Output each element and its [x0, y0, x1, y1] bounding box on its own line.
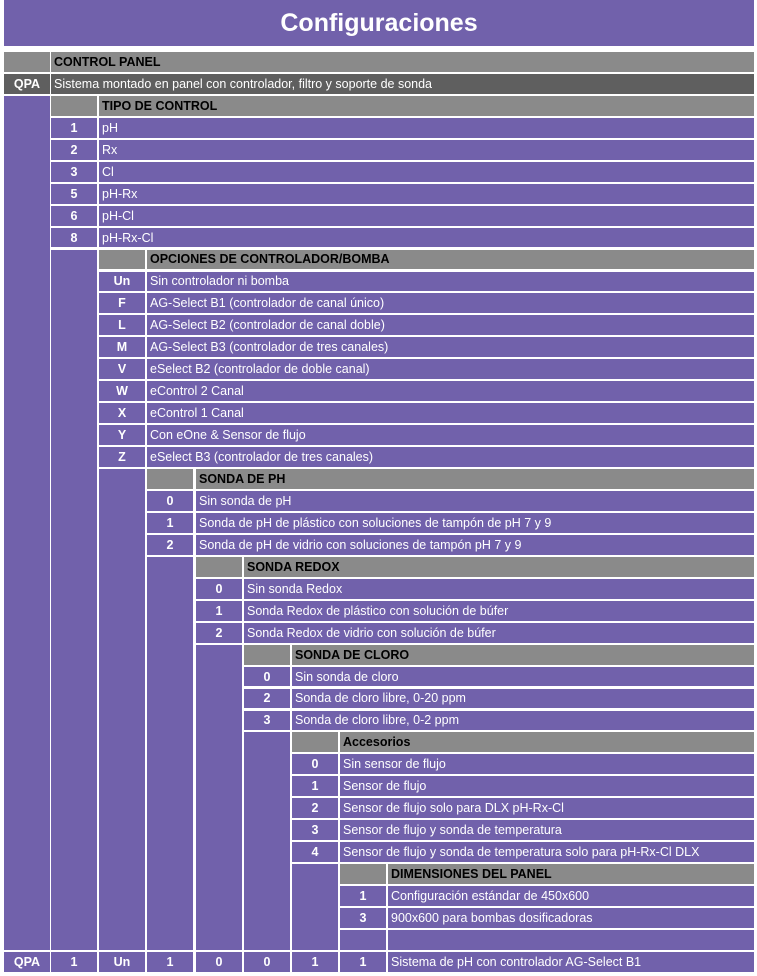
connector-bar — [99, 469, 145, 950]
connector-bar — [244, 732, 290, 950]
option-code: 6 — [51, 206, 97, 226]
header-spacer — [51, 96, 97, 116]
option-code: 1 — [51, 118, 97, 138]
section-header: Accesorios — [340, 732, 754, 752]
option-code: 2 — [147, 535, 193, 555]
option-code: 1 — [292, 776, 338, 796]
option-text: Sonda Redox de plástico con solución de búfer — [244, 601, 754, 621]
header-spacer — [292, 732, 338, 752]
option-code: 4 — [292, 842, 338, 862]
example-description: Sistema de pH con controlador AG-Select B1 — [388, 952, 754, 972]
option-code — [340, 930, 386, 950]
option-text: Sonda Redox de vidrio con solución de búfer — [244, 623, 754, 643]
connector-bar — [51, 250, 97, 950]
option-text: AG-Select B3 (controlador de tres canales) — [147, 337, 754, 357]
option-code: 2 — [51, 140, 97, 160]
option-text: Cl — [99, 162, 754, 182]
header-spacer — [147, 469, 193, 489]
option-code: 3 — [292, 820, 338, 840]
option-text: eControl 1 Canal — [147, 403, 754, 423]
header-spacer — [340, 864, 386, 884]
option-code: 5 — [51, 184, 97, 204]
header-spacer — [244, 645, 290, 665]
option-text: Sin sensor de flujo — [340, 754, 754, 774]
section-header: SONDA REDOX — [244, 557, 754, 577]
option-code: 1 — [147, 513, 193, 533]
option-code: X — [99, 403, 145, 423]
option-code: 3 — [340, 908, 386, 928]
option-text: Con eOne & Sensor de flujo — [147, 425, 754, 445]
option-code: Un — [99, 272, 145, 292]
option-code: 0 — [196, 579, 242, 599]
option-text — [388, 930, 754, 950]
option-code: 1 — [196, 601, 242, 621]
option-text: Sin sonda de cloro — [292, 667, 754, 687]
section-header: DIMENSIONES DEL PANEL — [388, 864, 754, 884]
option-text: Sonda de cloro libre, 0-2 ppm — [292, 711, 754, 731]
option-text: Sonda de pH de vidrio con soluciones de tampón pH 7 y 9 — [196, 535, 754, 555]
section-header: SONDA DE PH — [196, 469, 754, 489]
option-text: Sensor de flujo solo para DLX pH-Rx-Cl — [340, 798, 754, 818]
connector-bar — [4, 96, 50, 950]
option-code: 8 — [51, 228, 97, 248]
option-text: pH-Rx — [99, 184, 754, 204]
option-text: Sin sonda de pH — [196, 491, 754, 511]
section-header: SONDA DE CLORO — [292, 645, 754, 665]
connector-bar — [147, 557, 193, 950]
option-text: Sensor de flujo y sonda de temperatura — [340, 820, 754, 840]
option-code: 3 — [51, 162, 97, 182]
header-spacer — [4, 52, 50, 72]
option-text: Rx — [99, 140, 754, 160]
option-text: pH — [99, 118, 754, 138]
section-header: TIPO DE CONTROL — [99, 96, 754, 116]
option-code: 0 — [147, 491, 193, 511]
option-text: pH-Cl — [99, 206, 754, 226]
example-code: QPA — [4, 952, 50, 972]
option-code: 0 — [292, 754, 338, 774]
option-text: AG-Select B1 (controlador de canal único) — [147, 293, 754, 313]
option-code: 1 — [340, 886, 386, 906]
option-text: Sistema montado en panel con controlador, filtro y soporte de sonda — [51, 74, 754, 94]
section-header: CONTROL PANEL — [51, 52, 754, 72]
option-text: Sin sonda Redox — [244, 579, 754, 599]
option-code: F — [99, 293, 145, 313]
option-code: L — [99, 315, 145, 335]
example-code: 1 — [147, 952, 193, 972]
option-text: AG-Select B2 (controlador de canal doble) — [147, 315, 754, 335]
option-code: 2 — [244, 689, 290, 709]
example-code: 1 — [51, 952, 97, 972]
option-text: Sensor de flujo y sonda de temperatura solo para pH-Rx-Cl DLX — [340, 842, 754, 862]
option-text: Sonda de pH de plástico con soluciones de tampón de pH 7 y 9 — [196, 513, 754, 533]
example-code: 1 — [292, 952, 338, 972]
example-code: Un — [99, 952, 145, 972]
option-text: Configuración estándar de 450x600 — [388, 886, 754, 906]
option-text: eControl 2 Canal — [147, 381, 754, 401]
connector-bar — [196, 645, 242, 950]
option-code: QPA — [4, 74, 50, 94]
header-spacer — [196, 557, 242, 577]
example-code: 0 — [244, 952, 290, 972]
option-code: M — [99, 337, 145, 357]
option-code: 0 — [244, 667, 290, 687]
option-code: V — [99, 359, 145, 379]
example-code: 1 — [340, 952, 386, 972]
section-header: OPCIONES DE CONTROLADOR/BOMBA — [147, 250, 754, 270]
header-spacer — [99, 250, 145, 270]
option-text: Sonda de cloro libre, 0-20 ppm — [292, 689, 754, 709]
option-code: 3 — [244, 711, 290, 731]
connector-bar — [292, 864, 338, 950]
option-code: 2 — [292, 798, 338, 818]
option-code: Z — [99, 447, 145, 467]
option-text: 900x600 para bombas dosificadoras — [388, 908, 754, 928]
option-text: eSelect B3 (controlador de tres canales) — [147, 447, 754, 467]
option-text: pH-Rx-Cl — [99, 228, 754, 248]
example-code: 0 — [196, 952, 242, 972]
option-code: 2 — [196, 623, 242, 643]
option-text: eSelect B2 (controlador de doble canal) — [147, 359, 754, 379]
option-text: Sensor de flujo — [340, 776, 754, 796]
option-text: Sin controlador ni bomba — [147, 272, 754, 292]
page-title: Configuraciones — [4, 0, 754, 46]
option-code: W — [99, 381, 145, 401]
option-code: Y — [99, 425, 145, 445]
